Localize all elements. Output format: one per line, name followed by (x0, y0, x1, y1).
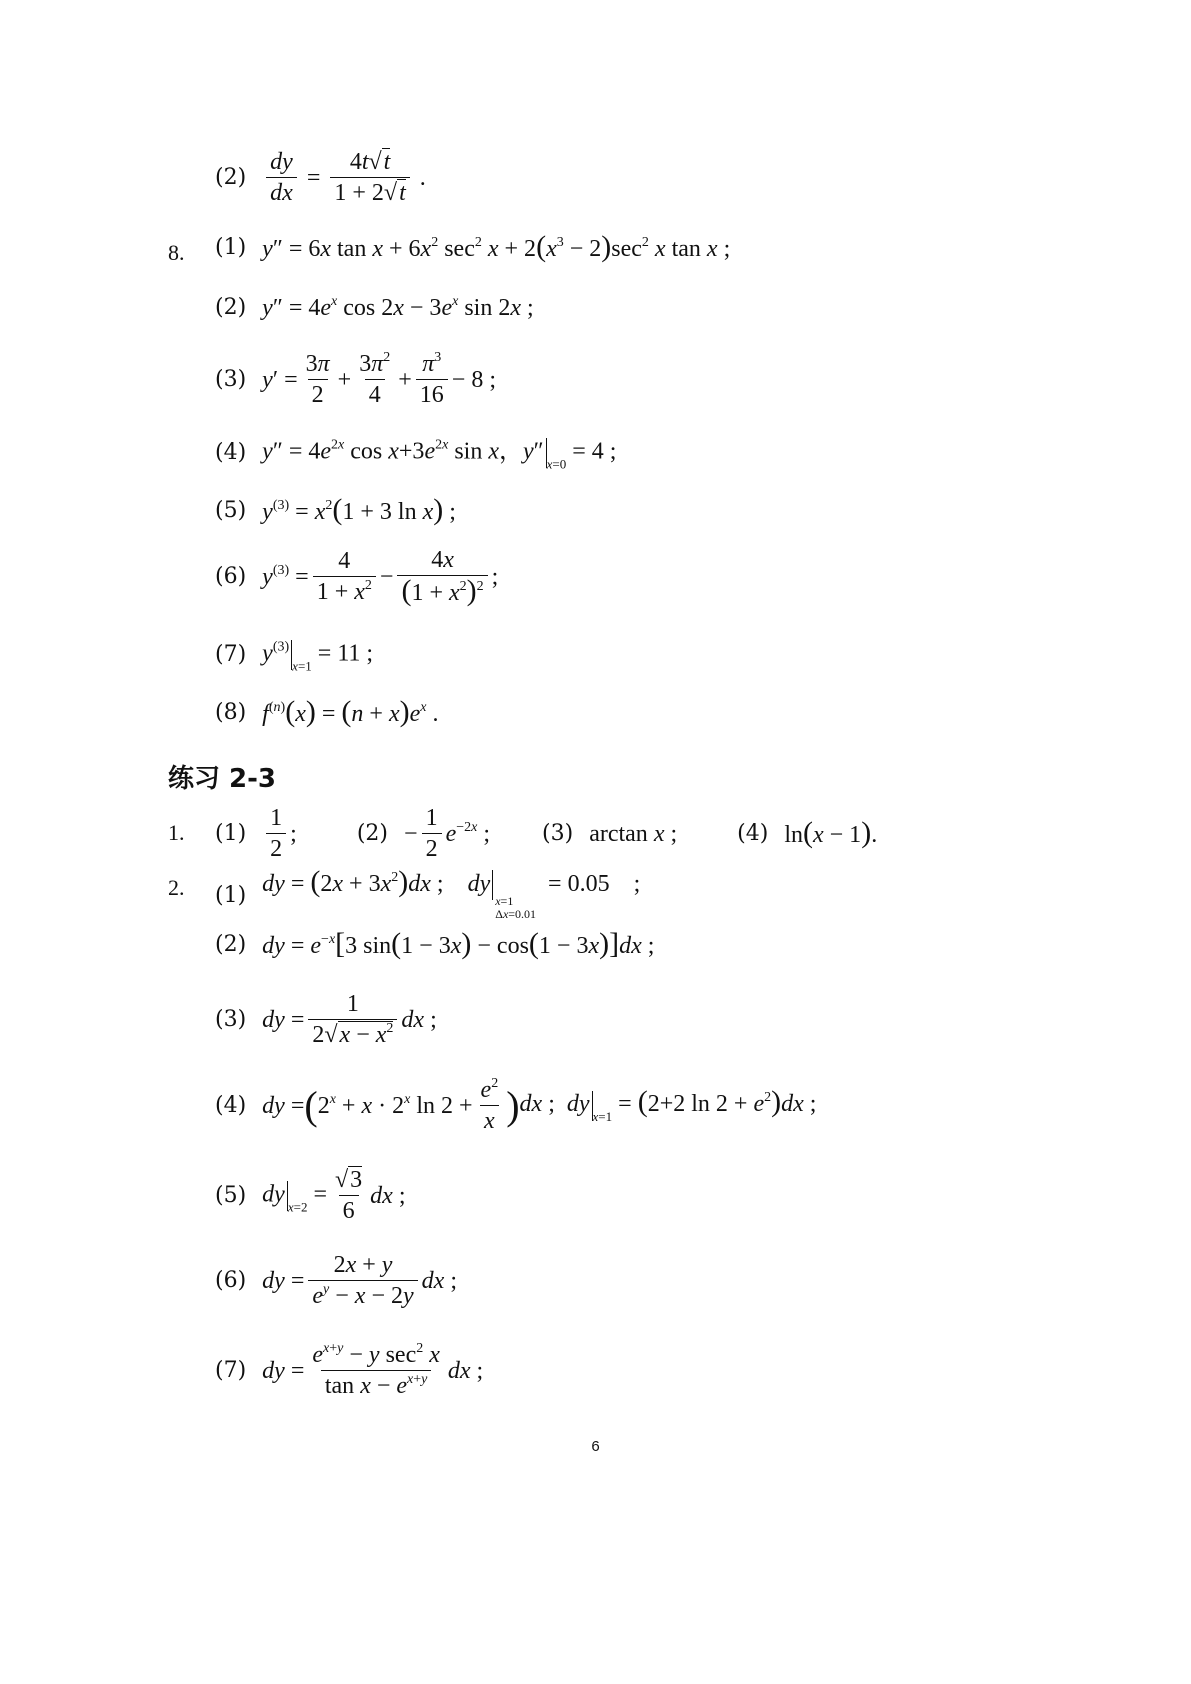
section-heading: 练习 2-3 (168, 764, 277, 794)
answer-2-6: (6) dy = $\frac{2x + y}{e^y - x - 2y}$ dx ; (215, 1252, 457, 1309)
answer-8-2: (2) $y'' = 4e^x$ $\cos 2x - 3e^x$ sin 2x ; (215, 294, 534, 321)
answer-8-5: (5) $y^{(3)} = x^2(1 + 3$ ln x) ; (215, 493, 456, 526)
answer-8-7: (7) $y^{(3)}_{x=1} = 11$ ; (215, 639, 374, 674)
answer-2-3: (3) dy = $\frac{1}{2√x - x^2}$ dx ; (215, 991, 437, 1048)
answer-8-1: (1) y″ = 6x $\tan x + 6x^2$ $\sec^2 x + 2(x^3 - 2)\sec^2$ x tan x ; (215, 230, 731, 263)
answer-8-6: (6) $y^{(3)}$ = $\frac{4}{1 + x^2}$ − $\frac{4x}{(1 + x^2)^2}$ ; (215, 547, 499, 607)
page-number: 6 (591, 1438, 600, 1455)
answer-2-1: (1) dy = $(2x + 3x^2)dx$ ; dy x=1 Δx=0.01 = 0.05 ; (215, 865, 641, 922)
item-label: (2) (215, 164, 247, 190)
answer-8-8: (8) $f^{(n)}(x) = (n + x)e^x$ . (215, 695, 439, 728)
answer-8-3: (3) y′ = $\frac{3\pi}{2}$ + $\frac{3\pi^2}{4}$ + $\frac{\pi^3}{16}$ − 8 ; (215, 350, 496, 408)
answer-2-4: (4) dy = ( $2^x + x \cdot 2^x$ ln 2 + $\frac{e^2}{x}$ ) dx ; dy $_{x=1}$ = (2+2 $\ln 2 + e^2)dx$ ; (215, 1076, 817, 1134)
answer-2-5: (5) dy $_{x=2}$ = $\frac{√3}{6}$ dx ; (215, 1167, 406, 1224)
answer-2-2: (2) dy = $e^{-x}[3$ sin(1 − 3x) − cos(1 − 3x)]dx ; (215, 927, 655, 960)
question-number: 1. (168, 820, 185, 845)
answer-2-7: (7) dy = $\frac{e^{x+y} - y \sec^2 x}{\tan x - e^{x+y}}$ dx ; (215, 1341, 484, 1399)
question-number: 8. (168, 240, 185, 265)
question-number: 2. (168, 875, 185, 900)
answer-1: (1) $\frac{1}{2}$ ; (2) − $\frac{1}{2}$ $e^{-2x}$ ; (3) arctan x ; (4) ln(x − 1). (215, 805, 878, 862)
answer-8-4: (4) $y'' = 4e^{2x}$ $\cos x+3e^{2x}$ sin x，y″ $_{x=0}$ = 4 ; (215, 437, 617, 472)
answer-7-2: (2) $\frac{dy}{dx}$ = $\frac{4t√t}{1 + 2√t}$ . (215, 149, 426, 206)
